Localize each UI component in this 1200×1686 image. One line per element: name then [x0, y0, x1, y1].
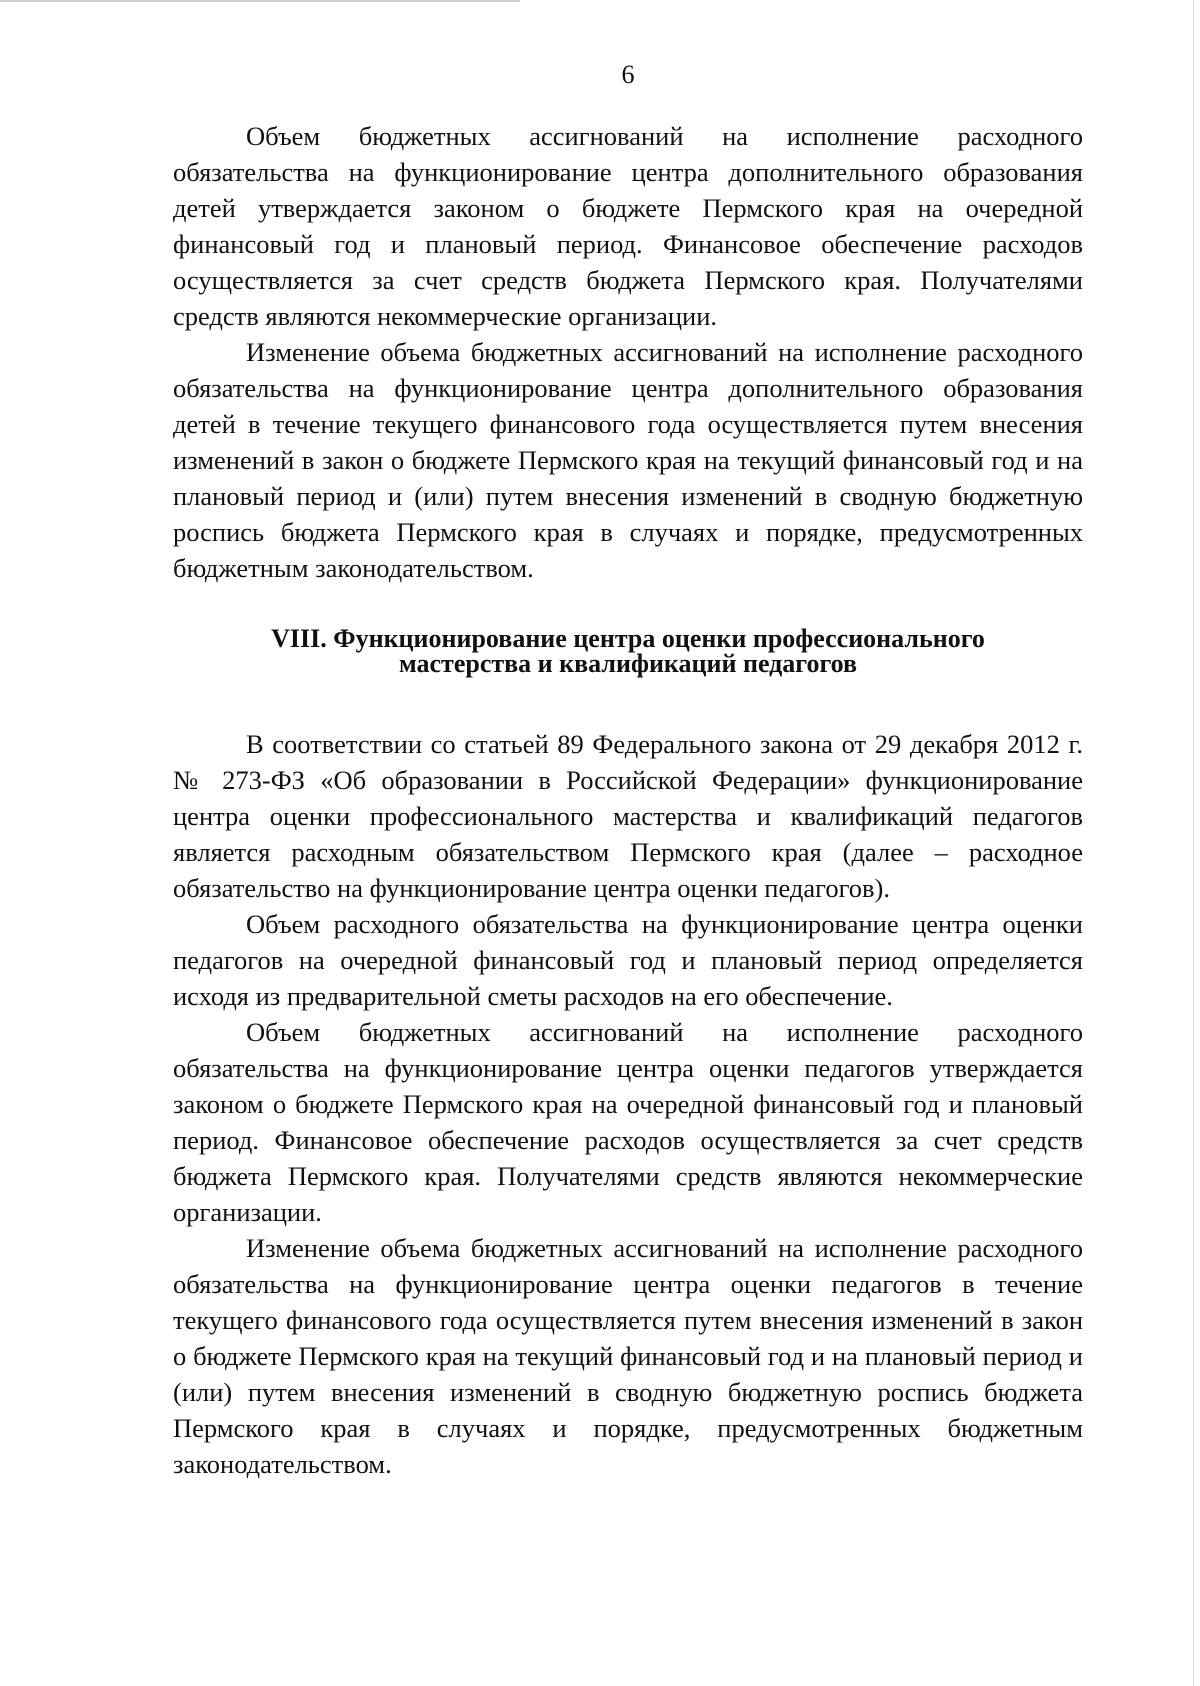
scan-edge-right — [1193, 0, 1194, 1686]
page-number: 6 — [621, 60, 635, 89]
paragraph-budget-allocations-teachers: Объем бюджетных ассигнований на исполнение расходного обязательства на функционирование центра оценки педагогов утверждается законом о бюджете Пермского края на очередной финансовый год и плановый период. Финансовое обеспечение расходов осуществляется за счет средств бюджета Пермского края. Получателями средств являются некоммерческие организации. — [173, 1017, 1083, 1227]
paragraph-obligation-volume: Объем расходного обязательства на функционирование центра оценки педагогов на очередной финансовый год и плановый период определяется исходя из предварительной сметы расходов на его обеспечение. — [173, 909, 1083, 1011]
scan-edge-top — [0, 0, 520, 2]
section-heading-line-1: VIII. Функционирование центра оценки профессионального — [271, 624, 985, 653]
paragraph-budget-changes-dod: Изменение объема бюджетных ассигнований на исполнение расходного обязательства на функционирование центра дополнительного образования детей в течение текущего финансового года осуществляется путем внесения изменений в закон о бюджете Пермского края на текущий финансовый год и на плановый период и (или) путем внесения изменений в сводную бюджетную роспись бюджета Пермского края в случаях и порядке, предусмотренных бюджетным законодательством. — [173, 337, 1083, 583]
paragraph-legal-basis: В соответствии со статьей 89 Федерального закона от 29 декабря 2012 г. № 273-ФЗ «Об образовании в Российской Федерации» функционирование центра оценки профессионального мастерства и квалификаций педагогов является расходным обязательством Пермского края (далее – расходное обязательство на функционирование центра оценки педагогов). — [173, 729, 1083, 903]
paragraph-budget-allocations-dod: Объем бюджетных ассигнований на исполнение расходного обязательства на функционирование центра дополнительного образования детей утверждается законом о бюджете Пермского края на очередной финансовый год и плановый период. Финансовое обеспечение расходов осуществляется за счет средств бюджета Пермского края. Получателями средств являются некоммерческие организации. — [173, 121, 1083, 331]
section-heading-line-2: мастерства и квалификаций педагогов — [398, 649, 858, 678]
paragraph-budget-changes-teachers: Изменение объема бюджетных ассигнований на исполнение расходного обязательства на функционирование центра оценки педагогов в течение текущего финансового года осуществляется путем внесения изменений в закон о бюджете Пермского края на текущий финансовый год и на плановый период и (или) путем внесения изменений в сводную бюджетную роспись бюджета Пермского края в случаях и порядке, предусмотренных бюджетным законодательством. — [173, 1233, 1083, 1479]
section-heading — [173, 626, 1083, 676]
document-body — [173, 118, 1083, 1482]
